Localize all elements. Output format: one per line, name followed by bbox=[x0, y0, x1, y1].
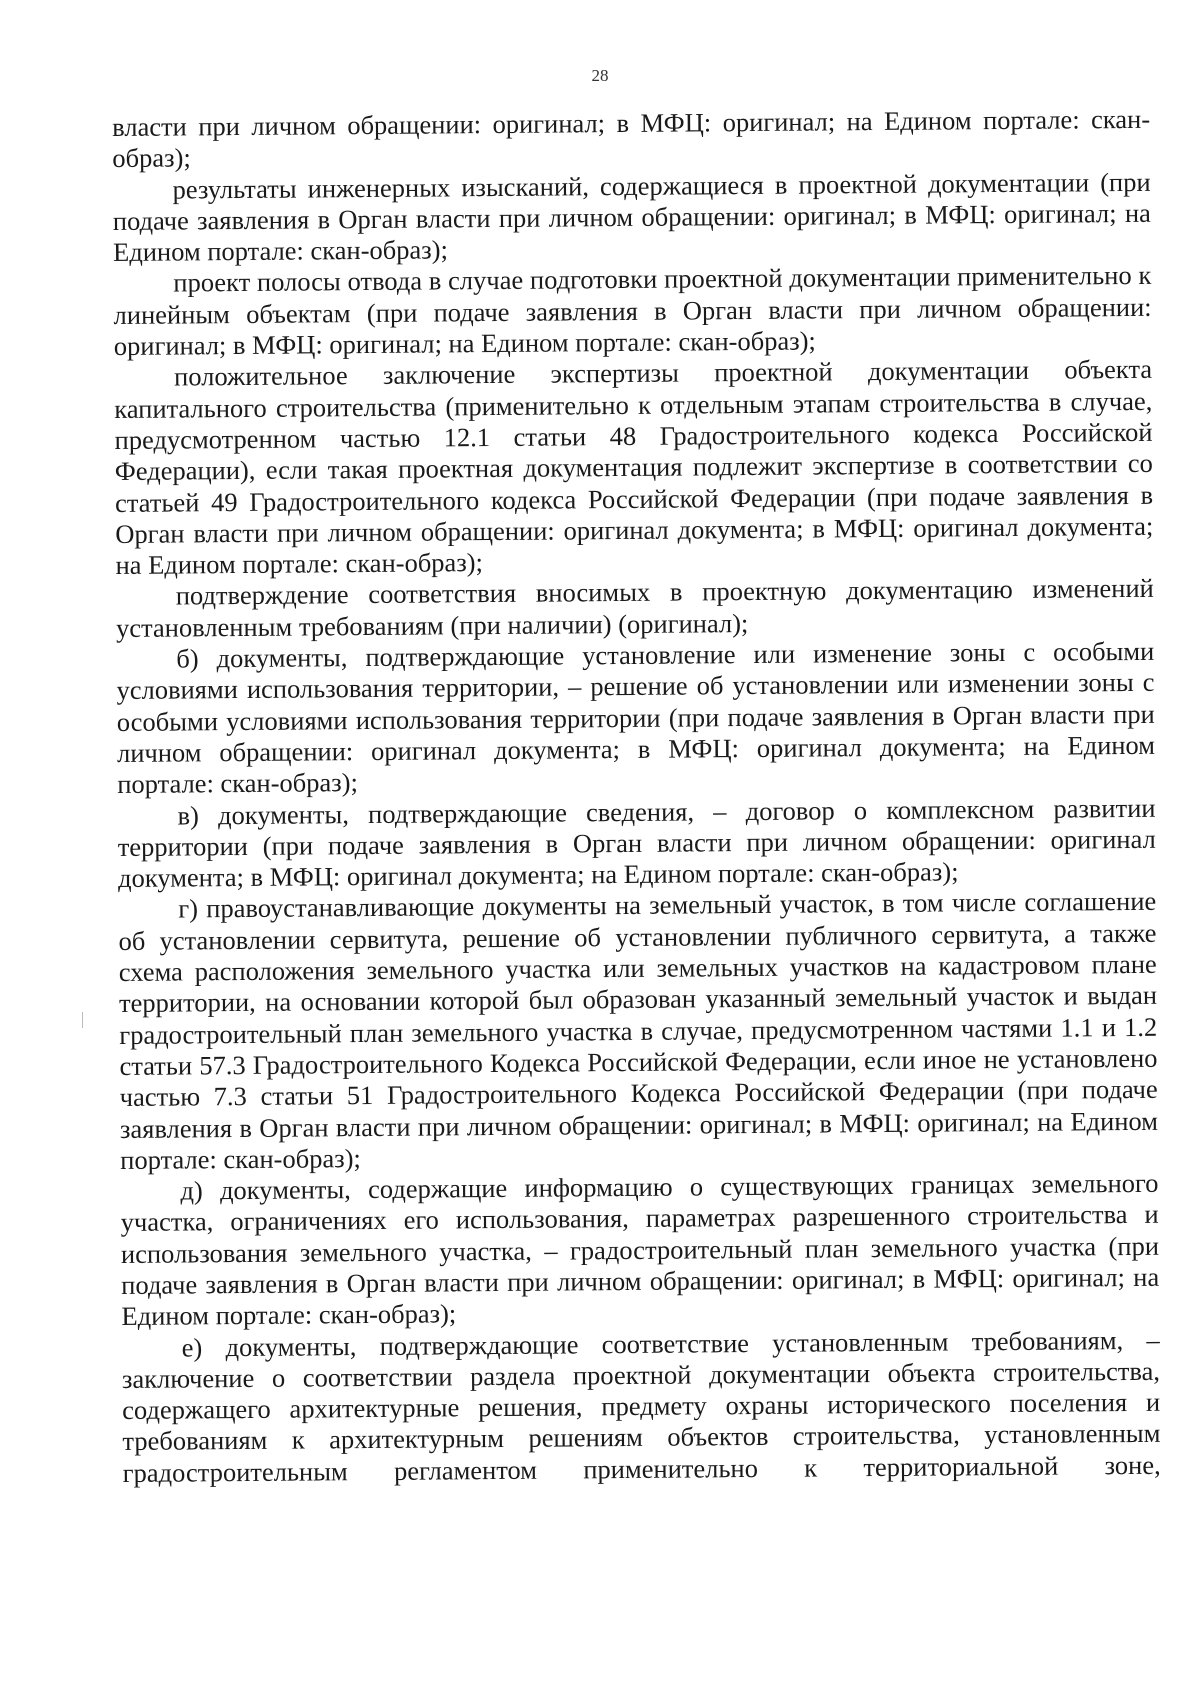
paragraph-item-b: б) документы, подтверждающие установление или изменение зоны с особыми условиями использования территории, – решение об установлении или изменении зоны с особыми условиями использования территории (при подаче заявления в Орган власти при личном обращении: оригинал документа; в МФЦ: оригинал документа; на Едином портале: скан-образ); bbox=[116, 635, 1156, 800]
document-body bbox=[112, 104, 1161, 1489]
paragraph-engineering-surveys: результаты инженерных изысканий, содержащиеся в проектной документации (при подаче заявления в Орган власти при личном обращении: оригинал; в МФЦ: оригинал; на Едином портале: скан-образ); bbox=[112, 166, 1151, 268]
paragraph-changes-confirmation: подтверждение соответствия вносимых в проектную документацию изменений установленным требованиям (при наличии) (оригинал); bbox=[115, 573, 1154, 643]
paragraph-item-v: в) документы, подтверждающие сведения, – договор о комплексном развитии территории (при подаче заявления в Орган власти при личном обращении: оригинал документа; в МФЦ: оригинал документа; на Едином портале: скан-образ); bbox=[117, 792, 1156, 894]
paragraph-item-g: г) правоустанавливающие документы на земельный участок, в том числе соглашение об установлении сервитута, решение об установлении публичного сервитута, а также схема расположения земельного участка или земельных участков на кадастровом плане территории, на основании которой был образован указанный земельный участок и выдан градостроительный план земельного участка в случае, предусмотренном частями 1.1 и 1.2 статьи 57.3 Градостроительного Кодекса Российской Федерации, если иное не установлено частью 7.3 статьи 51 Градостроительного Кодекса Российской Федерации (при подаче заявления в Орган власти при личном обращении: оригинал; в МФЦ: оригинал; на Едином портале: скан-образ); bbox=[118, 886, 1159, 1175]
paragraph-right-of-way-project: проект полосы отвода в случае подготовки проектной документации применительно к линейным объектам (при подаче заявления в Орган власти при личном обращении: оригинал; в МФЦ: оригинал; на Едином портале: скан-образ); bbox=[113, 260, 1152, 362]
page-number: 28 bbox=[591, 66, 609, 85]
paragraph-item-e: е) документы, подтверждающие соответствие установленным требованиям, – заключение о соответствии раздела проектной документации объекта строительства, содержащего архитектурные решения, предмету охраны исторического поселения и требованиям к архитектурным решениям объектов строительства, установленным градостроительным регламентом применительно к территориальной зоне, bbox=[121, 1324, 1161, 1488]
paragraph-item-d: д) документы, содержащие информацию о существующих границах земельного участка, ограничениях его использования, параметрах разрешенного строительства и использования земельного участка, – градостроительный план земельного участка (при подаче заявления в Орган власти при личном обращении: оригинал; в МФЦ: оригинал; на Едином портале: скан-образ); bbox=[120, 1167, 1160, 1332]
scan-artifact bbox=[82, 1012, 83, 1028]
paragraph-continued: власти при личном обращении: оригинал; в МФЦ: оригинал; на Едином портале: скан-образ); bbox=[112, 103, 1151, 174]
paragraph-expert-review: положительное заключение экспертизы проектной документации объекта капитального строительства (применительно к отдельным этапам строительства в случае, предусмотренном частью 12.1 статьи 48 Градостроительного кодекса Российской Федерации), если такая проектная документация подлежит экспертизе в соответствии со статьей 49 Градостроительного кодекса Российской Федерации (при подаче заявления в Орган власти при личном обращении: оригинал документа; в МФЦ: оригинал документа; на Едином портале: скан-образ); bbox=[114, 354, 1154, 581]
